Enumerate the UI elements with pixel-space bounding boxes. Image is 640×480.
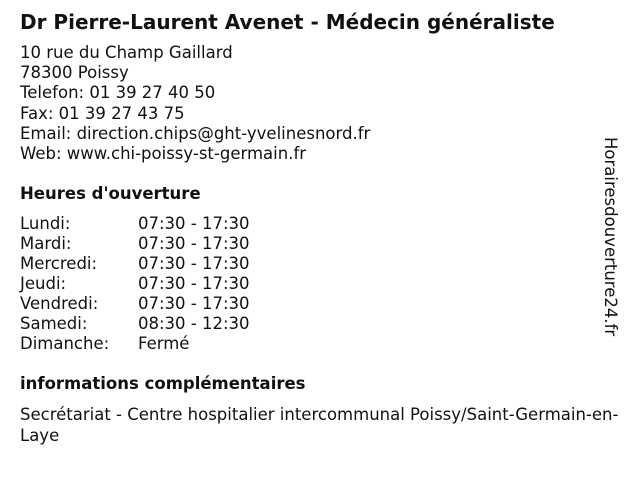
info-heading: informations complémentaires [20, 374, 306, 393]
time-value: Fermé [138, 334, 190, 353]
fax-number: Fax: 01 39 27 43 75 [20, 103, 185, 123]
day-label: Lundi: [20, 214, 71, 233]
page-title: Dr Pierre-Laurent Avenet - Médecin généraliste [20, 10, 555, 34]
time-value: 08:30 - 12:30 [138, 314, 250, 333]
hours-heading: Heures d'ouverture [20, 184, 201, 203]
website-url: Web: www.chi-poissy-st-germain.fr [20, 144, 307, 164]
address-street: 10 rue du Champ Gaillard [20, 43, 233, 62]
day-label: Jeudi: [20, 274, 67, 293]
time-value: 07:30 - 17:30 [138, 214, 250, 233]
info-text: Secrétariat - Centre hospitalier intercommunal Poissy/Saint-Germain-en-Laye [20, 405, 619, 445]
day-label: Samedi: [20, 314, 88, 333]
contact-block [20, 43, 370, 164]
phone-number: Telefon: 01 39 27 40 50 [20, 83, 216, 103]
day-label: Dimanche: [20, 334, 110, 353]
time-value: 07:30 - 17:30 [138, 234, 250, 253]
address-city: 78300 Poissy [20, 63, 129, 83]
day-label: Mardi: [20, 234, 72, 253]
day-label: Vendredi: [20, 294, 99, 313]
time-value: 07:30 - 17:30 [138, 254, 250, 273]
brand-watermark: Horairesdouverture24.fr [601, 137, 620, 337]
day-label: Mercredi: [20, 254, 98, 273]
time-value: 07:30 - 17:30 [138, 294, 250, 313]
email-address: Email: direction.chips@ght-yvelinesnord.fr [20, 123, 371, 143]
time-value: 07:30 - 17:30 [138, 274, 250, 293]
